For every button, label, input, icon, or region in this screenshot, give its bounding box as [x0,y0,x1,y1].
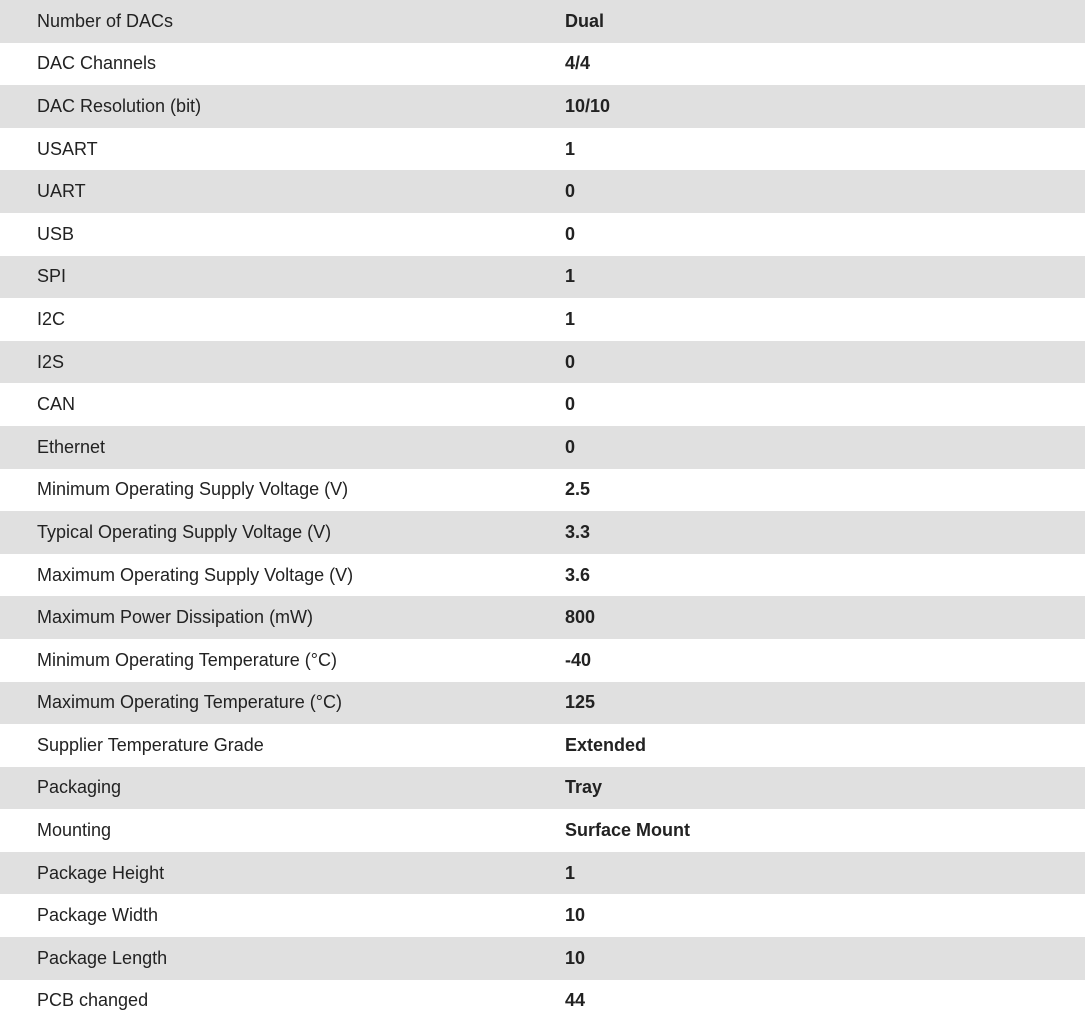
spec-value: 2.5 [565,479,591,500]
spec-row-can [0,383,1085,426]
spec-row-package-width [0,894,1085,937]
spec-row-i2s [0,341,1085,384]
spec-value: 3.3 [565,521,591,542]
spec-row-dac-channels [0,43,1085,86]
spec-value: Extended [565,734,647,755]
spec-name: Package Length [37,947,168,968]
spec-row-min-operating-temp [0,639,1085,682]
spec-value: 0 [565,223,576,244]
spec-value: 1 [565,266,576,287]
spec-value: 0 [565,394,576,415]
spec-value: 125 [565,692,596,713]
spec-name: Packaging [37,777,122,798]
spec-row-dac-resolution [0,85,1085,128]
spec-row-min-supply-voltage [0,469,1085,512]
spec-name: Package Width [37,905,159,926]
spec-row-number-of-dacs [0,0,1085,43]
spec-value: Surface Mount [565,820,691,841]
spec-value: 10/10 [565,95,611,116]
spec-row-ethernet [0,426,1085,469]
spec-name: Number of DACs [37,10,174,31]
spec-row-temperature-grade [0,724,1085,767]
spec-value: Tray [565,777,603,798]
spec-value: 1 [565,308,576,329]
spec-name: Maximum Operating Supply Voltage (V) [37,564,354,585]
spec-name: SPI [37,266,67,287]
spec-row-usart [0,128,1085,171]
spec-row-typ-supply-voltage [0,511,1085,554]
spec-name: Maximum Power Dissipation (mW) [37,607,314,628]
spec-name: PCB changed [37,990,149,1011]
spec-value: Dual [565,10,605,31]
spec-name: Package Height [37,862,165,883]
spec-row-max-operating-temp [0,682,1085,725]
spec-row-spi [0,256,1085,299]
spec-value: -40 [565,649,592,670]
spec-value: 1 [565,862,576,883]
spec-value: 800 [565,607,596,628]
spec-value: 4/4 [565,53,591,74]
spec-row-uart [0,170,1085,213]
spec-name: USART [37,138,98,159]
spec-row-max-power-dissipation [0,596,1085,639]
spec-row-max-supply-voltage [0,554,1085,597]
spec-name: Ethernet [37,436,106,457]
spec-name: I2S [37,351,65,372]
spec-row-usb [0,213,1085,256]
spec-name: DAC Channels [37,53,157,74]
spec-name: I2C [37,308,66,329]
spec-name: Mounting [37,820,112,841]
spec-value: 0 [565,181,576,202]
spec-row-package-height [0,852,1085,895]
spec-value: 0 [565,351,576,372]
spec-row-mounting [0,809,1085,852]
spec-value: 10 [565,947,586,968]
spec-value: 1 [565,138,576,159]
spec-row-i2c [0,298,1085,341]
spec-name: Typical Operating Supply Voltage (V) [37,521,332,542]
spec-value: 3.6 [565,564,591,585]
spec-name: USB [37,223,75,244]
spec-name: Minimum Operating Temperature (°C) [37,649,337,670]
spec-row-pcb-changed [0,980,1085,1022]
spec-name: Minimum Operating Supply Voltage (V) [37,479,349,500]
spec-row-package-length [0,937,1085,980]
spec-value: 0 [565,436,576,457]
spec-name: UART [37,181,86,202]
spec-name: DAC Resolution (bit) [37,95,202,116]
spec-value: 10 [565,905,586,926]
spec-row-packaging [0,767,1085,810]
spec-name: Supplier Temperature Grade [37,734,264,755]
spec-name: CAN [37,394,76,415]
spec-name: Maximum Operating Temperature (°C) [37,692,342,713]
spec-value: 44 [565,990,586,1011]
